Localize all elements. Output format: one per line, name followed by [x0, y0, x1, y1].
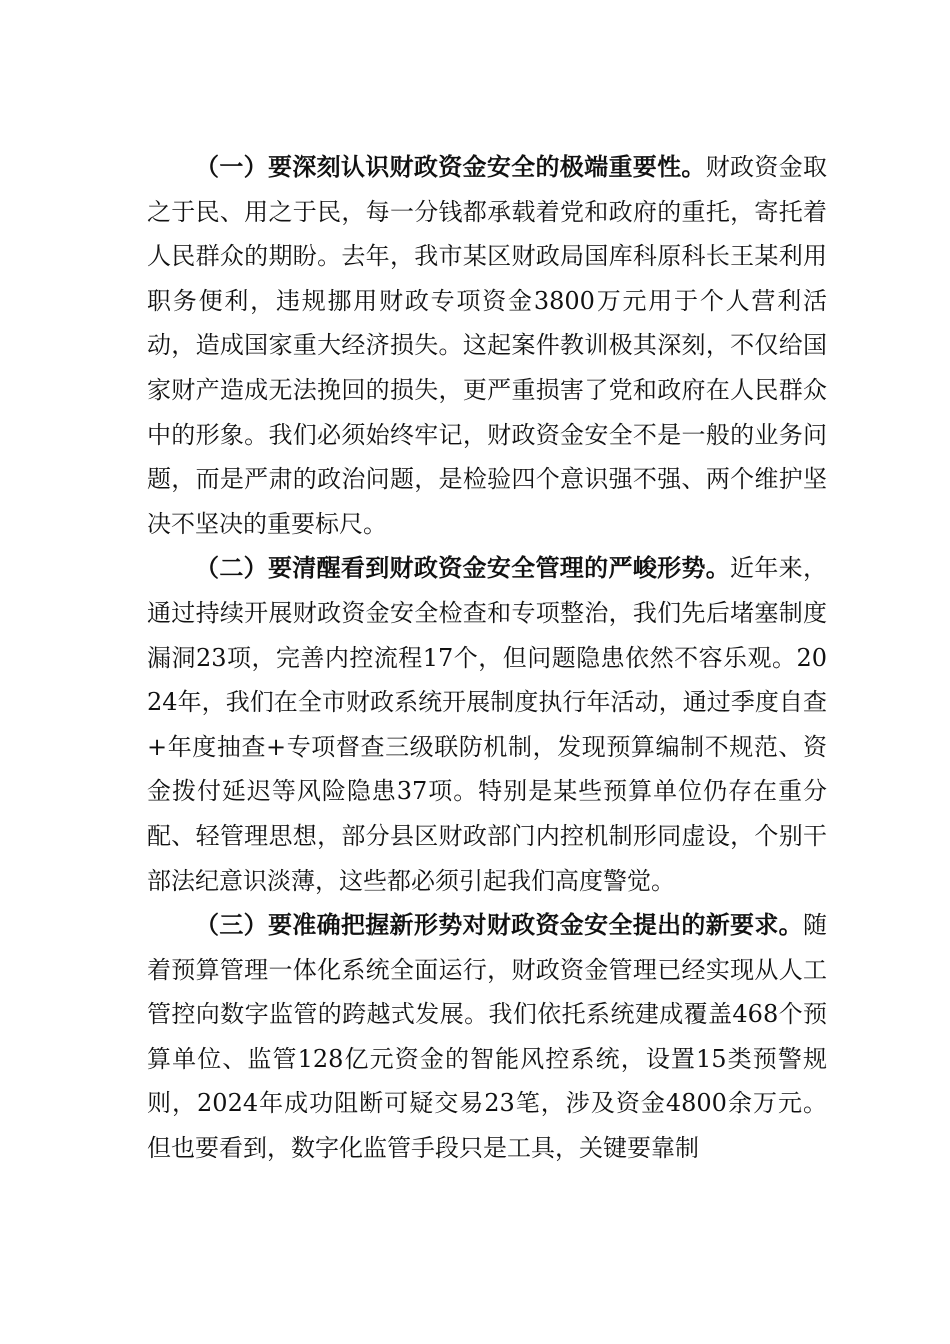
paragraph-3 [147, 903, 827, 1171]
paragraph-1-text: 财政资金取之于民、用之于民，每一分钱都承载着党和政府的重托，寄托着人民群众的期盼。去年，我市某区财政局国库科原科长王某利用职务便利，违规挪用财政专项资金3800万元用于个人营利活动，造成国家重大经济损失。这起案件教训极其深刻，不仅给国家财产造成无法挽回的损失，更严重损害了党和政府在人民群众中的形象。我们必须始终牢记，财政资金安全不是一般的业务问题，而是严肃的政治问题，是检验四个意识强不强、两个维护坚决不坚决的重要标尺。 [147, 153, 827, 538]
paragraph-2-text: 近年来，通过持续开展财政资金安全检查和专项整治，我们先后堵塞制度漏洞23项，完善内控流程17个，但问题隐患依然不容乐观。2024年，我们在全市财政系统开展制度执行年活动，通过季度自查+年度抽查+专项督查三级联防机制，发现预算编制不规范、资金拨付延迟等风险隐患37项。特别是某些预算单位仍存在重分配、轻管理思想，部分县区财政部门内控机制形同虚设，个别干部法纪意识淡薄，这些都必须引起我们高度警觉。 [147, 554, 828, 895]
paragraph-1-heading: （一）要深刻认识财政资金安全的极端重要性。 [195, 153, 706, 181]
paragraph-1 [147, 145, 827, 546]
paragraph-2-heading: （二）要清醒看到财政资金安全管理的严峻形势。 [195, 554, 731, 583]
paragraph-3-heading: （三）要准确把握新形势对财政资金安全提出的新要求。 [195, 911, 803, 940]
paragraph-2 [147, 546, 827, 903]
paragraph-3-text: 随着预算管理一体化系统全面运行，财政资金管理已经实现从人工管控向数字监管的跨越式发展。我们依托系统建成覆盖468个预算单位、监管128亿元资金的智能风控系统，设置15类预警规则，2024年成功阻断可疑交易23笔，涉及资金4800余万元。但也要看到，数字化监管手段只是工具，关键要靠制 [147, 911, 827, 1163]
document-body [147, 145, 827, 1171]
